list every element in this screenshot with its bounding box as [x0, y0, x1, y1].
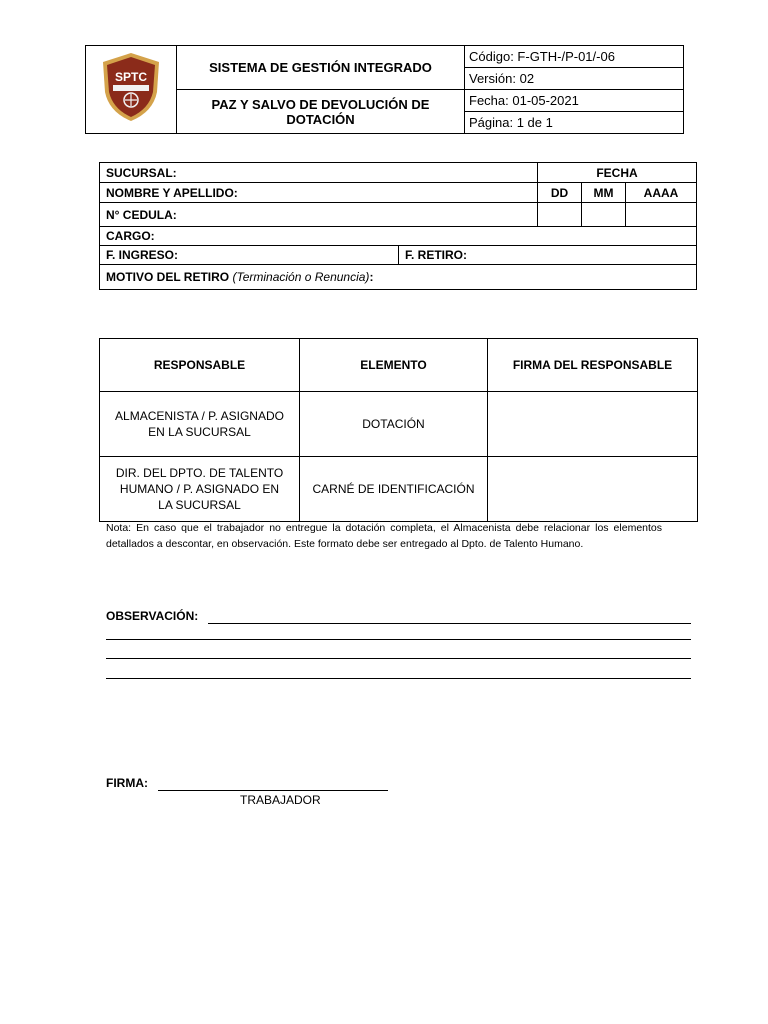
cedula-field[interactable]: N° CEDULA:	[100, 203, 538, 227]
mm-header: MM	[582, 183, 626, 203]
employee-info-table	[99, 162, 697, 290]
dd-header: DD	[538, 183, 582, 203]
sucursal-field[interactable]: SUCURSAL:	[100, 163, 538, 183]
doc-title-text: PAZ Y SALVO DE DEVOLUCIÓN DE DOTACIÓN	[211, 96, 430, 127]
note-text: Nota: En caso que el trabajador no entregue la dotación completa, el Almacenista debe relacionar los elementos detallados a descontar, en observación. Este formato debe ser entregado al Dpto. de Talento Humano.	[106, 522, 662, 550]
motivo-label: MOTIVO DEL RETIRO	[106, 270, 230, 284]
row2-responsable	[100, 457, 300, 522]
nombre-field[interactable]: NOMBRE Y APELLIDO:	[100, 183, 538, 203]
observacion-label: OBSERVACIÓN:	[106, 609, 199, 623]
motivo-hint: (Terminación o Renuncia)	[232, 270, 370, 284]
row1-elemento: DOTACIÓN	[300, 392, 488, 457]
retiro-field[interactable]: F. RETIRO:	[399, 246, 697, 265]
logo-text: SPTC	[114, 70, 148, 84]
doc-title	[177, 90, 465, 134]
row2-firma[interactable]	[488, 457, 698, 522]
responsible-table	[99, 338, 698, 522]
dd-value[interactable]	[538, 203, 582, 227]
cargo-field[interactable]: CARGO:	[100, 227, 697, 246]
firma-label: FIRMA:	[106, 776, 148, 790]
observacion-line-2[interactable]	[106, 639, 691, 640]
shield-logo-icon	[99, 50, 163, 124]
row2-responsable-text: DIR. DEL DPTO. DE TALENTO HUMANO / P. ASIGNADO EN LA SUCURSAL	[115, 466, 284, 512]
doc-version: Versión: 02	[465, 68, 684, 90]
motivo-colon: :	[369, 270, 374, 284]
document-header	[85, 45, 684, 134]
firma-line[interactable]	[158, 790, 388, 791]
row2-elemento: CARNÉ DE IDENTIFICACIÓN	[300, 457, 488, 522]
observacion-line-1[interactable]	[208, 623, 691, 624]
company-logo	[86, 46, 177, 134]
row1-firma[interactable]	[488, 392, 698, 457]
motivo-field[interactable]	[100, 265, 697, 290]
doc-date: Fecha: 01-05-2021	[465, 90, 684, 112]
row1-responsable-text: ALMACENISTA / P. ASIGNADO EN LA SUCURSAL	[115, 409, 284, 439]
trabajador-label: TRABAJADOR	[240, 793, 321, 807]
doc-code: Código: F-GTH-/P-01/-06	[465, 46, 684, 68]
row1-responsable	[100, 392, 300, 457]
aaaa-value[interactable]	[626, 203, 697, 227]
observacion-line-3[interactable]	[106, 658, 691, 659]
header-responsable: RESPONSABLE	[100, 339, 300, 392]
fecha-header: FECHA	[538, 163, 697, 183]
doc-page: Página: 1 de 1	[465, 112, 684, 134]
ingreso-field[interactable]: F. INGRESO:	[100, 246, 399, 265]
header-elemento: ELEMENTO	[300, 339, 488, 392]
header-firma: FIRMA DEL RESPONSABLE	[488, 339, 698, 392]
aaaa-header: AAAA	[626, 183, 697, 203]
mm-value[interactable]	[582, 203, 626, 227]
system-title: SISTEMA DE GESTIÓN INTEGRADO	[177, 46, 465, 90]
observacion-line-4[interactable]	[106, 678, 691, 679]
